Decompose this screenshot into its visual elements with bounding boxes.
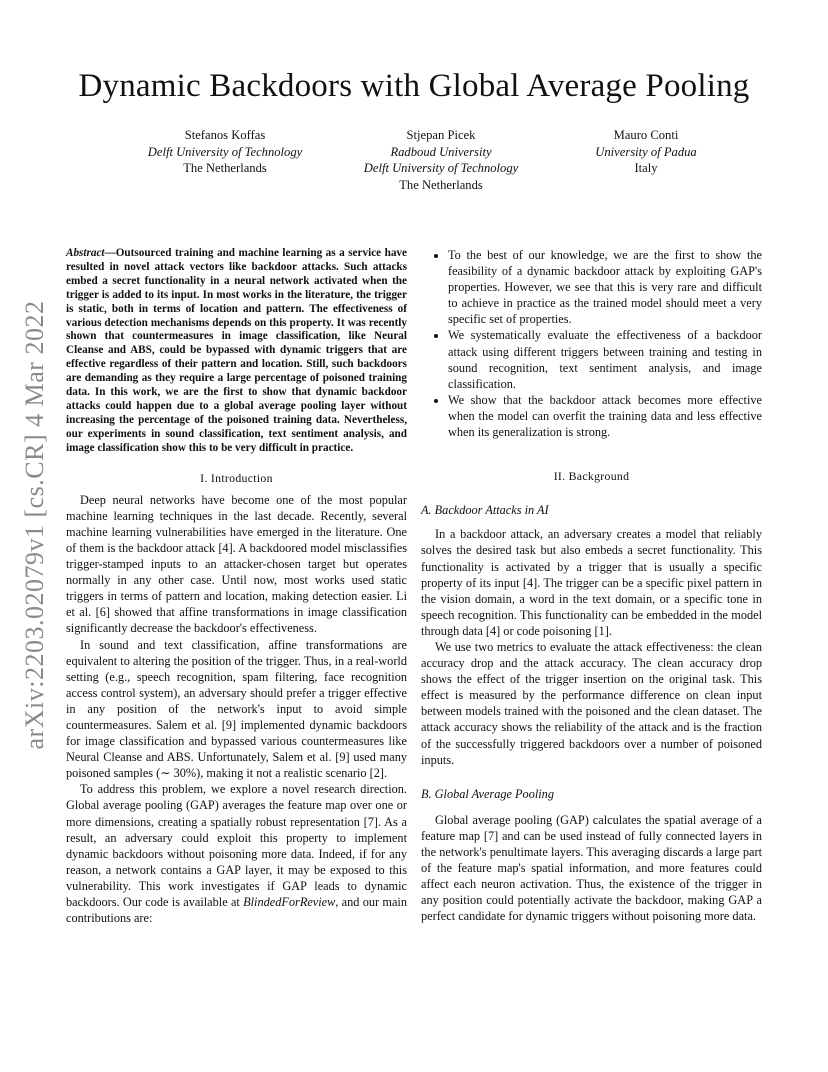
- intro-p3-text: To address this problem, we explore a novel research direction. Global average pooling (GAP) averages the feature map over one or more dimensions, creating a spatially robust representation [7]. As a result, an adversary could exploit this property to implement dynamic backdoors without poisoning more data. Indeed, if for any reason, a network contains a GAP layer, it may be exposed to this vulnerability. This work investigates if GAP leads to dynamic backdoors. Our code is available at: [66, 782, 407, 910]
- background-b-paragraph-1: Global average pooling (GAP) calculates the spatial average of a feature map [7] and can be used instead of fully connected layers in the network's penultimate layers. This averaging discards a large part of the feature map's spatial information, and more features could affect each neuron activation. Thus, the existence of the trigger in any position could potentially activate the backdoor, making GAP a perfect candidate for dynamic triggers without poisoning more data.: [421, 812, 762, 924]
- author-affiliation-2: Delft University of Technology: [363, 161, 519, 175]
- author-2: [364, 127, 518, 193]
- abstract-text: —Outsourced training and machine learning as a service have resulted in novel attack vectors like backdoor attacks. Such attacks embed a secret functionality in a neural network activated when the trigger is added to its input. In most works in the literature, the trigger is static, both in terms of location and pattern. The effectiveness of various detection mechanisms depends on this property. It was recently shown that countermeasures in image classification, like Neural Cleanse and ABS, could be bypassed with dynamic triggers that are effective regardless of their pattern and location. Still, such backdoors are demanding as they require a large percentage of poisoned training data. In this work, we are the first to show that dynamic backdoor attacks could happen due to a global average pooling layer without increasing the percentage of the poisoned training data. Nevertheless, our experiments in sound classification, text sentiment analysis, and image classification show this to be very difficult in practice.: [66, 247, 407, 454]
- author-name: Mauro Conti: [613, 128, 679, 142]
- contribution-item: • We systematically evaluate the effectiveness of a backdoor attack using different triggers between training and testing in sound recognition, text sentiment analysis, and image classification.: [448, 327, 762, 391]
- paper-title: Dynamic Backdoors with Global Average Pooling: [78, 68, 750, 104]
- author-name: Stjepan Picek: [406, 128, 476, 142]
- author-affiliation: Delft University of Technology: [147, 144, 303, 159]
- author-country: The Netherlands: [183, 161, 267, 175]
- subsection-global-average-pooling: B. Global Average Pooling: [421, 786, 554, 801]
- intro-paragraph-1: Deep neural networks have become one of the most popular machine learning techniques in the last decade. Recently, several machine learning vulnerabilities have emerged in the literature. One of them is the backdoor attack [4]. A backdoored model misclassifies trigger-stamped inputs to an attacker-chosen target but operates normally in any other case. Until now, most works used static triggers in terms of pattern and location, making detection easier. Li et al. [6] showed that affine transformations in image classification significantly decrease the backdoor's effectiveness.: [66, 492, 407, 636]
- author-3: [595, 127, 696, 177]
- author-affiliation: University of Padua: [595, 144, 697, 159]
- abstract: [66, 247, 407, 456]
- arxiv-identifier: [15, 290, 55, 760]
- right-column: [421, 247, 762, 924]
- section-heading-introduction: I. Introduction: [200, 470, 273, 485]
- intro-p3-tail: , and our main contributions are:: [66, 895, 407, 926]
- background-a-paragraph-2: We use two metrics to evaluate the attack effectiveness: the clean accuracy drop and the attack accuracy. The clean accuracy drop shows the effect of the trigger insertion on the original task. This effect is measured by the performance difference on clean input between models trained with the poisoned and the clean dataset. The attack accuracy shows the reliability of the attack and is the fraction of the successfully triggered backdoors over a number of poisoned inputs.: [421, 639, 762, 767]
- author-1: [148, 127, 302, 177]
- intro-paragraph-3: [66, 781, 407, 926]
- contribution-item: • We show that the backdoor attack becomes more effective when the model can overfit the training data and less effective when its generalization is strong.: [448, 392, 762, 440]
- author-country: Italy: [634, 161, 658, 175]
- section-heading-background: II. Background: [553, 469, 630, 484]
- arxiv-id-text: arXiv:2203.02079v1 [cs.CR] 4 Mar 2022: [20, 300, 49, 750]
- subsection-backdoor-attacks: A. Backdoor Attacks in AI: [421, 503, 549, 518]
- author-country: The Netherlands: [399, 177, 483, 192]
- intro-paragraph-2: In sound and text classification, affine transformations are equivalent to altering the position of the trigger. Thus, in a real-world setting (e.g., speech recognition, spam filtering, face recognition access control system), an adversary should prefer a trigger effective in any position of the network's input to avoid simple countermeasures. Salem et al. [9] implemented dynamic backdoors for image classification and bypassed various countermeasures like Neural Cleanse and ABS. Unfortunately, Salem et al. [9] used many poisoned samples (∼ 30%), making it not a realistic scenario [2].: [66, 637, 407, 781]
- contribution-item: • To the best of our knowledge, we are the first to show the feasibility of a dynamic backdoor attack by exploiting GAP's properties. However, we see that this is very rare and difficult to achieve in practice as the trained model should meet a very specific set of properties.: [448, 247, 762, 327]
- author-block: [0, 127, 828, 197]
- author-name: Stefanos Koffas: [184, 128, 266, 142]
- code-link[interactable]: BlindedForReview: [243, 895, 336, 910]
- contributions-list: [421, 247, 762, 440]
- background-a-paragraph-1: In a backdoor attack, an adversary creates a model that reliably solves the desired task but also embeds a secret functionality. This functionality is activated by a trigger that is usually a specific property of its input [4]. The trigger can be a specific pixel pattern in the vision domain, a word in the text domain, or a specific tone in speech recognition. This functionality can be embedded in the model through data [4] or code poisoning [1].: [421, 527, 762, 638]
- author-affiliation: Radboud University: [390, 144, 492, 159]
- abstract-label: Abstract: [66, 247, 105, 259]
- left-column: [66, 247, 407, 926]
